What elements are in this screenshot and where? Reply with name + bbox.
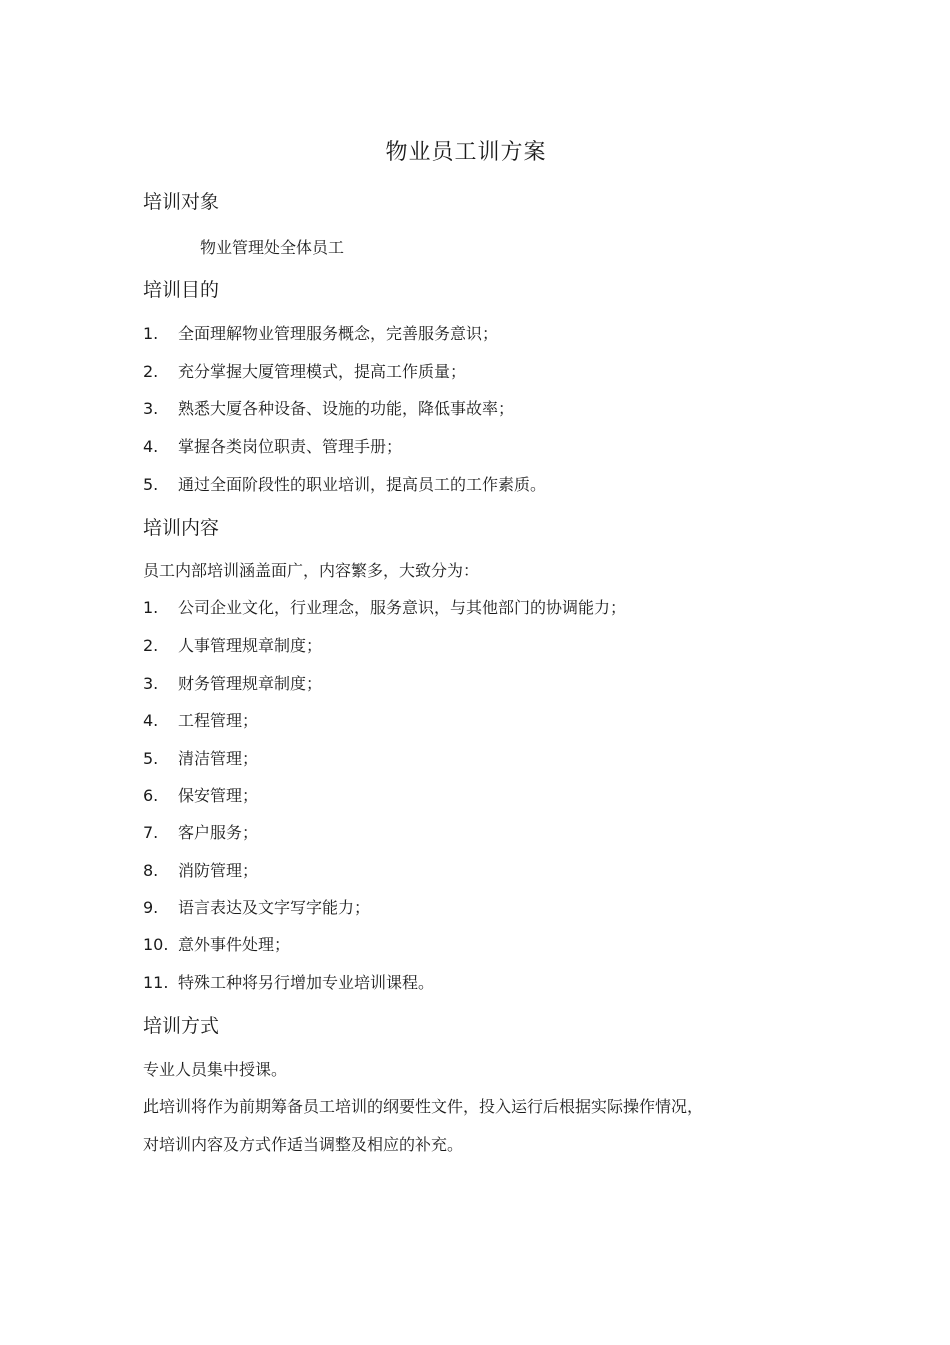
list-item-text: 消防管理；: [178, 861, 259, 880]
list-item: [143, 972, 434, 994]
list-item-number: 4.: [143, 711, 159, 730]
list-item: [143, 361, 466, 383]
list-item: [143, 323, 498, 345]
document-title: 物业员工训方案: [385, 140, 547, 165]
list-item: [143, 597, 626, 619]
list-item: [143, 635, 322, 657]
list-item-text: 工程管理；: [178, 711, 259, 730]
section-heading-target: 培训对象: [143, 191, 220, 213]
target-text: 物业管理处全体员工: [200, 238, 345, 257]
list-item-number: 2.: [143, 636, 159, 655]
list-item-text: 语言表达及文字写字能力；: [178, 898, 371, 917]
list-item: [143, 785, 258, 807]
list-item: [143, 748, 258, 770]
list-item-number: 6.: [143, 786, 159, 805]
list-item: [143, 934, 290, 956]
list-item-text: 清洁管理；: [178, 749, 259, 768]
list-item: [143, 474, 546, 496]
section-heading-purpose: 培训目的: [143, 279, 220, 301]
list-item-text: 客户服务；: [178, 823, 259, 842]
list-item-number: 7.: [143, 823, 159, 842]
list-item-number: 2.: [143, 362, 159, 381]
list-item: [143, 822, 258, 844]
section-heading-content: 培训内容: [143, 517, 220, 539]
list-item-number: 5.: [143, 475, 159, 494]
list-item: [143, 398, 514, 420]
list-item: [143, 860, 258, 882]
list-item-text: 公司企业文化，行业理念，服务意识，与其他部门的协调能力；: [178, 598, 627, 617]
list-item: [143, 673, 322, 695]
method-line: 专业人员集中授课。: [143, 1060, 288, 1079]
method-line: 对培训内容及方式作适当调整及相应的补充。: [143, 1135, 464, 1154]
list-item: [143, 436, 402, 458]
list-item-number: 1.: [143, 598, 159, 617]
list-item-text: 通过全面阶段性的职业培训，提高员工的工作素质。: [178, 475, 547, 494]
list-item-text: 意外事件处理；: [178, 935, 291, 954]
list-item-text: 全面理解物业管理服务概念，完善服务意识；: [178, 324, 499, 343]
list-item-text: 特殊工种将另行增加专业培训课程。: [178, 973, 435, 992]
list-item-number: 3.: [143, 674, 159, 693]
list-item-number: 3.: [143, 399, 159, 418]
list-item-number: 11.: [143, 973, 169, 992]
list-item-number: 5.: [143, 749, 159, 768]
list-item: [143, 710, 258, 732]
list-item-text: 掌握各类岗位职责、管理手册；: [178, 437, 403, 456]
list-item-number: 4.: [143, 437, 159, 456]
section-heading-method: 培训方式: [143, 1015, 220, 1037]
list-item-text: 财务管理规章制度；: [178, 674, 323, 693]
list-item-number: 9.: [143, 898, 159, 917]
list-item: [143, 897, 370, 919]
method-line: 此培训将作为前期筹备员工培训的纲要性文件，投入运行后根据实际操作情况，: [143, 1097, 704, 1116]
list-item-text: 保安管理；: [178, 786, 259, 805]
list-item-text: 人事管理规章制度；: [178, 636, 323, 655]
list-item-text: 熟悉大厦各种设备、设施的功能，降低事故率；: [178, 399, 515, 418]
list-item-number: 8.: [143, 861, 159, 880]
list-item-text: 充分掌握大厦管理模式，提高工作质量；: [178, 362, 467, 381]
list-item-number: 1.: [143, 324, 159, 343]
list-item-number: 10.: [143, 935, 169, 954]
content-intro: 员工内部培训涵盖面广，内容繁多，大致分为：: [143, 561, 480, 580]
